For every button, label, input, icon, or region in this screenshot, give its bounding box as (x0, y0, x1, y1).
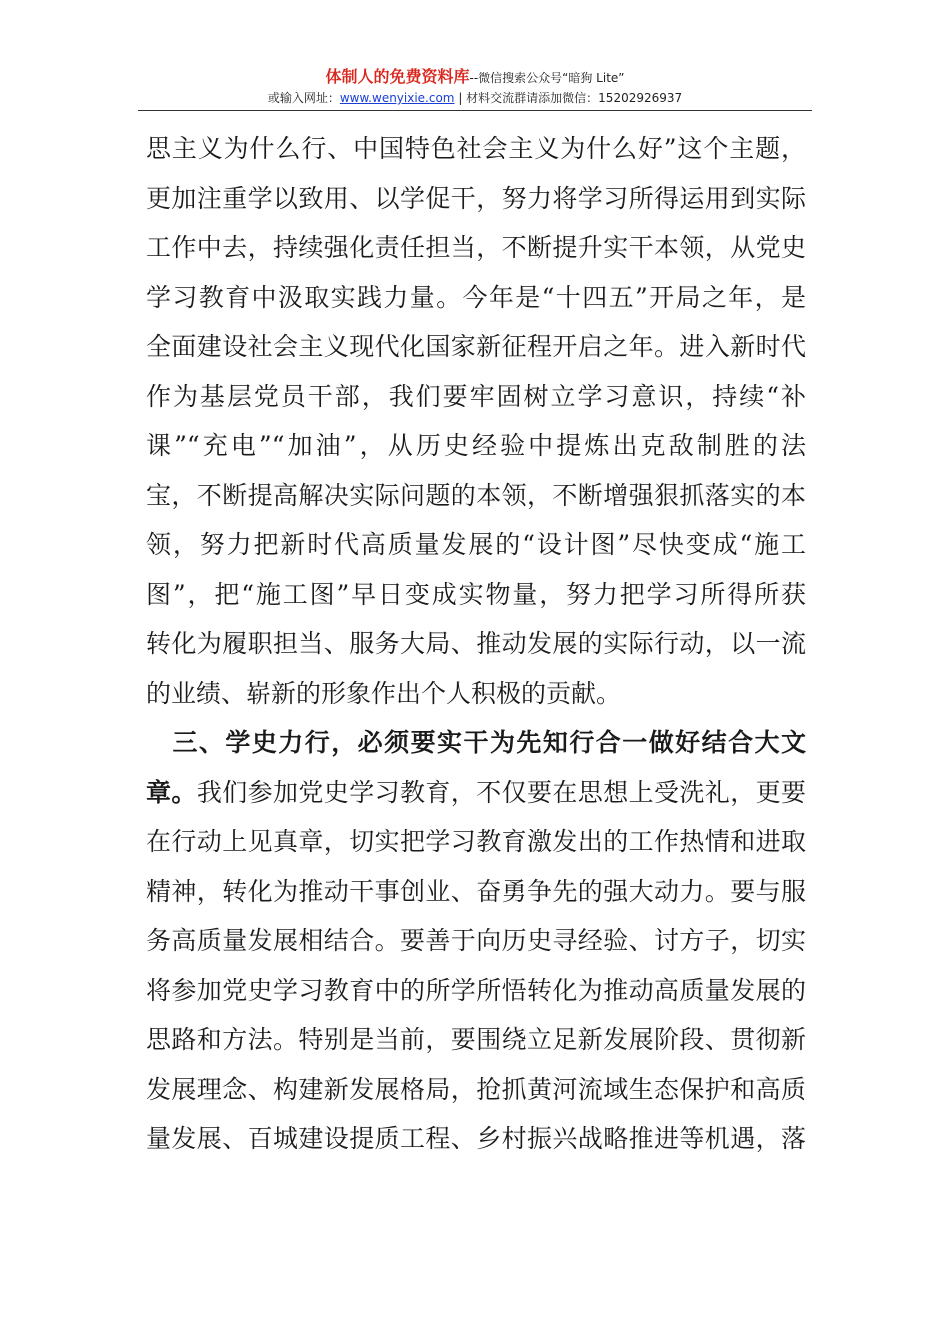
header-contact-line (138, 88, 812, 108)
section-line: 将参加党史学习教育中的所学所悟转化为推动高质量发展的 (146, 975, 806, 1005)
body-line: 更加注重学以致用、以学促干，努力将学习所得运用到实际 (146, 183, 806, 213)
section-line: 在行动上见真章，切实把学习教育激发出的工作热情和进取 (146, 827, 806, 856)
section-heading: 三、学史力行，必须要实干为先知行合一做好结合大文 (146, 728, 806, 757)
body-line: 宝，不断提高解决实际问题的本领，不断增强狠抓落实的本 (146, 480, 806, 510)
body-line: 学习教育中汲取实践力量。今年是“十四五”开局之年，是 (146, 282, 806, 312)
section-first-sentence: 我们参加党史学习教育，不仅要在思想上受洗礼，更要 (196, 777, 806, 807)
header-title-line (138, 66, 812, 88)
body-line: 的业绩、崭新的形象作出个人积极的贡献。 (146, 678, 622, 708)
header-tagline: --微信搜索公众号“暗狗 Lite” (469, 71, 625, 85)
section-heading-continuation (146, 768, 806, 818)
body-line: 工作中去，持续强化责任担当，不断提升实干本领，从党史 (146, 233, 806, 262)
header-url-prefix: 或输入网址： (267, 91, 340, 105)
body-line: 领，努力把新时代高质量发展的“设计图”尽快变成“施工 (146, 530, 806, 559)
section-line: 精神，转化为推动干事创业、奋勇争先的强大动力。要与服 (146, 876, 806, 906)
section-line: 发展理念、构建新发展格局，抢抓黄河流域生态保护和高质 (146, 1074, 806, 1104)
header-contact: | 材料交流群请添加微信：15202926937 (454, 91, 683, 105)
header-divider (138, 110, 812, 111)
body-line: 思主义为什么行、中国特色社会主义为什么好”这个主题， (146, 134, 806, 163)
section-line: 量发展、百城建设提质工程、乡村振兴战略推进等机遇，落 (146, 1124, 806, 1153)
header-brand: 体制人的免费资料库 (325, 67, 470, 86)
body-line: 图”，把“施工图”早日变成实物量，努力把学习所得所获 (146, 579, 806, 609)
section-line: 务高质量发展相结合。要善于向历史寻经验、讨方子，切实 (146, 926, 806, 955)
header-url-link[interactable]: www.wenyixie.com (339, 91, 455, 105)
document-body (146, 124, 806, 1164)
body-line: 全面建设社会主义现代化国家新征程开启之年。进入新时代 (146, 332, 806, 361)
body-line: 转化为履职担当、服务大局、推动发展的实际行动，以一流 (146, 629, 806, 658)
body-line: 作为基层党员干部，我们要牢固树立学习意识，持续“补 (146, 381, 806, 411)
body-line: 课”“充电”“加油”，从历史经验中提炼出克敌制胜的法 (146, 431, 806, 460)
section-heading-end: 章。 (146, 777, 197, 807)
section-line: 思路和方法。特别是当前，要围绕立足新发展阶段、贯彻新 (146, 1025, 806, 1054)
document-header (138, 66, 812, 108)
